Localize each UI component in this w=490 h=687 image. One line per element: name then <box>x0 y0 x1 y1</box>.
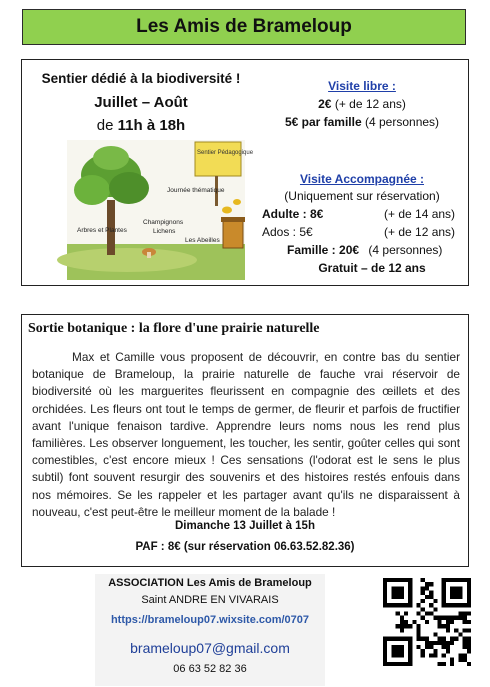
association-town: Saint ANDRE EN VIVARAIS <box>141 594 279 606</box>
visite-libre-heading <box>262 78 462 95</box>
event-title: Sentier dédié à la biodiversité ! <box>41 71 241 86</box>
price-row-label: Famille : 20€ <box>287 243 360 257</box>
price-row-note: (4 personnes) <box>368 243 443 257</box>
hours-value: 11h à 18h <box>117 117 186 134</box>
price-row-label: Ados : 5€ <box>262 225 313 239</box>
price-row-ados <box>262 224 313 241</box>
website-link[interactable]: https://brameloup07.wixsite.com/0707 <box>110 614 310 626</box>
email-link[interactable]: brameloup07@gmail.com <box>130 640 290 656</box>
qr-code-icon[interactable] <box>383 578 471 666</box>
event-box <box>21 59 469 286</box>
event-months: Juillet – Août <box>94 94 188 111</box>
visite-accompagnee-link[interactable]: Visite Accompagnée : <box>299 172 425 186</box>
botanique-paragraph: Max et Camille vous proposent de découvrir, en contre bas du sentier botanique de Brameloup, la prairie naturelle de fauche vrai réservoir de biodiversité où les marguerites fleurissent en compagnie des œillets et des orchidées. Les fleurs ont tout le temps de germer, de fleurir et parfois de fructifier avant l'unique fenaison tardive. Apprendre leurs noms nous les rend plus familières. Les observer longuement, les toucher, les sentir, goûter celles qui sont comestibles, c'est encore mieux ! Ces sensations (l'odorat est le sens le plus subtil) font souvent resurgir des souvenirs et des histoires restés enfouis dans nos mémoires. Se les rappeler et les partager avant qu'ils ne disparaissent à nouveau, c'est peut-être le meilleur moment de la balade ! <box>32 350 460 519</box>
page-header <box>22 9 466 45</box>
price-individual: 2€ <box>318 97 332 111</box>
price-row-note: (+ de 14 ans) <box>384 207 456 221</box>
price-family: 5€ par famille <box>284 115 362 129</box>
price-row-famille <box>287 242 442 259</box>
visite-accompagnee-heading <box>262 171 462 188</box>
free-children: Gratuit – de 12 ans <box>318 261 426 275</box>
reservation-note: (Uniquement sur réservation) <box>284 189 440 203</box>
contact-footer <box>95 574 325 686</box>
visite-libre-line2 <box>262 114 462 131</box>
botanique-paf: PAF : 8€ (sur réservation 06.63.52.82.36) <box>135 541 355 553</box>
sign-text: Sentier Pédagogique <box>197 150 254 156</box>
page-title: Les Amis de Brameloup <box>136 16 352 37</box>
trail-illustration <box>67 140 254 280</box>
visite-libre-line1 <box>262 96 462 113</box>
botanique-title: Sortie botanique : la flore d'une prairie naturelle <box>28 321 320 336</box>
label-journee: Journée thématique <box>167 187 225 194</box>
visite-libre-link[interactable]: Visite libre : <box>328 79 396 93</box>
hours-prefix: de <box>96 117 114 134</box>
price-family-note: (4 personnes) <box>365 115 440 129</box>
label-abeilles: Les Abeilles <box>185 237 220 244</box>
price-row-label: Adulte : 8€ <box>262 207 324 221</box>
association-name: ASSOCIATION Les Amis de Brameloup <box>108 577 312 589</box>
price-row-adulte <box>262 206 323 223</box>
price-individual-note: (+ de 12 ans) <box>334 97 406 111</box>
botanique-box <box>21 314 469 567</box>
label-champignons: Champignons <box>143 219 184 226</box>
label-lichens: Lichens <box>153 228 176 235</box>
phone-number: 06 63 52 82 36 <box>173 663 247 675</box>
event-hours <box>31 117 251 134</box>
botanique-date: Dimanche 13 Juillet à 15h <box>175 520 315 532</box>
price-row-note: (+ de 12 ans) <box>384 225 456 239</box>
label-arbres: Arbres et Plantes <box>77 227 127 234</box>
